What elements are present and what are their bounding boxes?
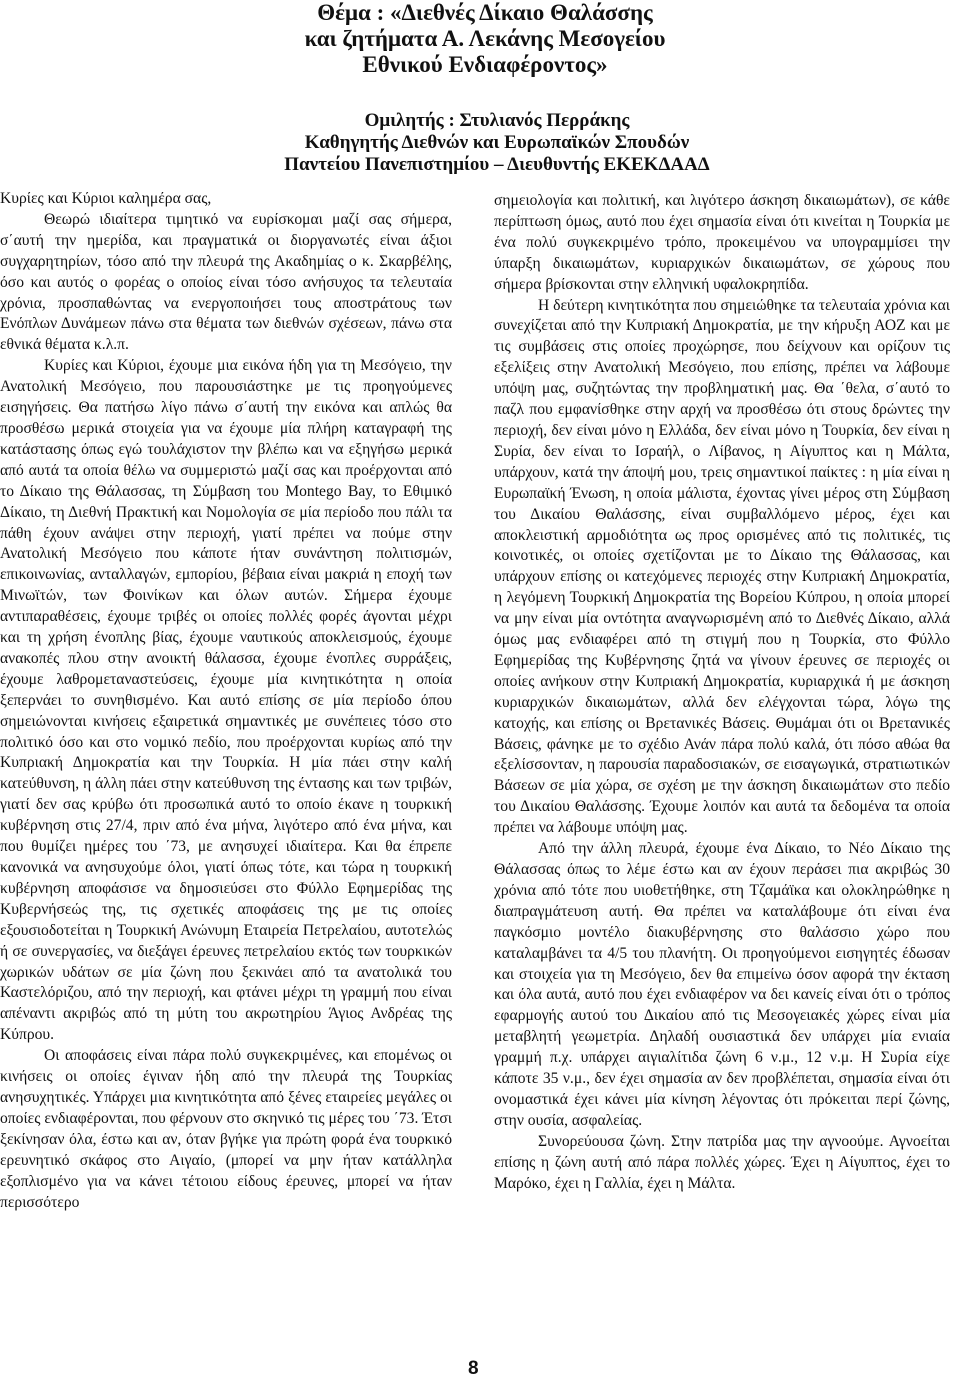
page-number: 8 (468, 1358, 479, 1379)
body-paragraph: Κυρίες και Κύριοι, έχουμε μια εικόνα ήδη για τη Μεσόγειο, την Ανατολική Μεσόγειο, που παρουσιάστηκε με τις προηγούμενες εισηγήσεις. Θα πατήσω λίγο πάνω σ΄αυτή την εικόνα και απλώς θα προσθέσω μερικά στοιχεία για να έχουμε μία πλήρη καταγραφή της κατάστασης όπως εγώ τουλάχιστον την βλέπω και να εξηγήσω μερικά από αυτά τα οποία θέλω να συμμεριστώ μαζί σας και προέρχονται από το Δίκαιο της Θάλασσας, τη Σύμβαση του Montego Bay, το Εθιμικό Δίκαιο, τη Διεθνή Πρακτική και Νομολογία σε μία περίοδο που πάλι τα πάθη έχουν ανάψει στην περιοχή, γιατί πρέπει να πούμε στην Ανατολική Μεσόγειο που κάποτε ήταν συνάντηση πολιτισμών, επικοινωνίας, ανταλλαγών, εμπορίου, βέβαια είναι μακριά η εποχή των Μινωϊτών, των Φοινίκων και όλων αυτών. Σήμερα έχουμε αντιπαραθέσεις, έχουμε τριβές οι οποίες πολλές φορές άγονται μέχρι και τη χρήση ένοπλης βίας, έχουμε ναυτικούς αποκλεισμούς, έχουμε ανακοπές πλου στην ανοικτή θάλασσα, έχουμε ένοπλες συρράξεις, έχουμε λαθρομεταναστεύσεις, έχουμε μία κινητικότητα η οποία ξεπερνάει το συνηθισμένο. Και αυτό επίσης σε μία περίοδο όπου σημειώνονται κινήσεις εξαιρετικά σημαντικές με συνέπειες τόσο στο πολιτικό όσο και στο νομικό πεδίο, που προέρχονται κυρίως από την Κυπριακή Δημοκρατία και την Τουρκία. Η μία πάει στην καλή κατεύθυνση, η άλλη πάει στην κατεύθυνση της έντασης και των τριβών, γιατί δεν σας κρύβω ότι προσωπικά αυτό το οποίο έκανε η τουρκική κυβέρνηση στις 27/4, πριν από ένα μήνα, λιγότερο από ένα μήνα, και που θυμίζει ημέρες του ΄73, με ανησυχεί ιδιαίτερα. Και θα έπρεπε κανονικά να ανησυχούμε όλοι, γιατί όπως τότε, και τώρα η τουρκική κυβέρνηση αποφάσισε να δημοσιεύσει στο Φύλλο Εφημερίδας της Κυβερνήσεώς της, τις σχετικές αποφάσεις της με τις οποίες εξουσιοδοτείται η Τουρκική Ανώνυμη Εταιρεία Πετρελαίου, αυτοτελώς ή σε συνεργασίες, να διεξάγει έρευνες πετρελαίου εκτός των τουρκικών χωρικών υδάτων σε μία ζώνη που ξεκινάει από τα ανατολικά του Καστελόριζου, από την περιοχή, και φτάνει μέχρι τη γραμμή που είναι απέναντι ακριβώς από τη μύτη του ακρωτηρίου Άγιος Ανδρέας της Κύπρου. (0, 357, 452, 1044)
article-title-line-2: και ζητήματα Α. Λεκάνης Μεσογείου (304, 26, 666, 51)
right-column (494, 191, 950, 1195)
article-title-line-1: Θέμα : «Διεθνές Δίκαιο Θαλάσσης (317, 0, 653, 25)
speaker-affiliation: Παντείου Πανεπιστημίου – Διευθυντής ΕΚΕΚΔΑΑΔ (284, 154, 710, 175)
speaker-name: Ομιλητής : Στυλιανός Περράκης (364, 110, 630, 131)
speaker-block (262, 110, 732, 176)
salutation-paragraph: Κυρίες και Κύριοι καλημέρα σας, (0, 190, 212, 207)
speaker-position: Καθηγητής Διεθνών και Ευρωπαϊκών Σπουδών (304, 132, 690, 153)
left-column (0, 189, 452, 1213)
body-paragraph: Οι αποφάσεις είναι πάρα πολύ συγκεκριμένες, και επομένως οι κινήσεις οι οποίες έγιναν ήδη από την πλευρά της Τουρκίας ανησυχητικές. Υπάρχει μια κινητικότητα από ξένες εταιρείες μεγάλες οι οποίες ενδιαφέρονται, που φέρνουν στο σκηνικό τις μέρες του ΄73. Έτσι ξεκίνησαν όλα, έστω και αν, όταν βγήκε για πρώτη φορά ένα τουρκικό ερευνητικό σκάφος στο Αιγαίο, (μπορεί να μην ήταν κατάλληλα εξοπλισμένο για να κάνει τέτοιου είδους έρευνες, μπορεί να ήταν περισσότερο (0, 1047, 452, 1211)
body-paragraph: σημειολογία και πολιτική, και λιγότερο άσκηση δικαιωμάτων), σε κάθε περίπτωση όμως, αυτό που έχει σημασία είναι ότι κινείται η Τουρκία με ένα πολύ συγκεκριμένο τρόπο, προκειμένου να υπογραμμίσει την ύπαρξη δικαιωμάτων, κυριαρχικών δικαιωμάτων, σε χώρους που σήμερα βρίσκονται στην ελληνική υφαλοκρηπίδα. (494, 192, 950, 293)
body-paragraph: Θεωρώ ιδιαίτερα τιμητικό να ευρίσκομαι μαζί σας σήμερα, σ΄αυτή την ημερίδα, και πραγματικά οι διοργανωτές είναι άξιοι συγχαρητηρίων, τόσο από την πλευρά της Ακαδημίας ο κ. Σκαρβέλης, όσο και αυτός ο φορέας ο οποίος είναι τόσο ανήσυχος τα τελευταία χρόνια, προσπαθώντας να ενεργοποιήσει τους αποστράτους των Ενόπλων Δυνάμεων πάνω στα θέματα των διεθνών σχέσεων, πάνω στα εθνικά θέματα κ.λ.π. (0, 210, 452, 354)
body-paragraph: Από την άλλη πλευρά, έχουμε ένα Δίκαιο, το Νέο Δίκαιο της Θάλασσας όπως το λέμε έστω και αν έχουν περάσει πια ακριβώς 30 χρόνια από τότε που υιοθετήθηκε, στη Τζαμάϊκα και ολοκληρώθηκε η διαπραγμάτευση αυτή. Θα πρέπει να καταλάβουμε ότι είναι ένα παγκόσμιο μοντέλο διακυβέρνησης στο θαλάσσιο χώρο που καταλαμβάνει τα 4/5 του πλανήτη. Οι προηγούμενοι εισηγητές έδωσαν και στοιχεία για τη Μεσόγειο, δεν θα επιμείνω όσον αφορά την έκταση και όλα αυτά, αυτό που έχει ενδιαφέρον να δει κανείς είναι ότι ο τρόπος εφαρμογής αυτού του Δικαίου από τις Μεσογειακές χώρες είναι μία μεταβλητή γεωμετρία. Δηλαδή ουσιαστικά δεν υπάρχει μία ενιαία γραμμή π.χ. υπάρχει αιγιαλίτιδα ζώνη 6 ν.μ., 12 ν.μ. Η Συρία είχε κάποτε 35 ν.μ., δεν έχει σημασία αν δεν προβλέπεται, σημασία είναι ότι ονομαστικά έχει κάνει μία κίνηση λέγοντας ότι πρόκειται περί ζώνης, στην ουσία, ασφαλείας. (494, 840, 950, 1129)
article-title (300, 0, 670, 78)
body-paragraph: Συνορεύουσα ζώνη. Στην πατρίδα μας την αγνοούμε. Αγνοείται επίσης η ζώνη αυτή από πάρα πολλές χώρες. Έχει η Αίγυπτος, έχει το Μαρόκο, έχει η Γαλλία, έχει η Μάλτα. (494, 1132, 950, 1192)
body-paragraph: Η δεύτερη κινητικότητα που σημειώθηκε τα τελευταία χρόνια και συνεχίζεται από την Κυπριακή Δημοκρατία, με την κήρυξη ΑΟΖ και με τις συμβάσεις στις οποίες προχώρησε, που δείχνουν και ορίζουν τις εξελίξεις στην Ανατολική Μεσόγειο, που επίσης, πρέπει να λάβουμε υπόψη μας, συζητώντας την προβληματική μας. Θα ΄θελα, σ΄αυτό το παζλ που εμφανίσθηκε στην αρχή να προσθέσω ότι στους δρώντες την περιοχή, δεν είναι μόνο η Ελλάδα, δεν είναι μόνο η Τουρκία, δεν είναι η Συρία, δεν είναι το Ισραήλ, ο Λίβανος, η Αίγυπτος και η Μάλτα, υπάρχουν, κατά την άποψή μου, τρεις σημαντικοί παίκτες : η μία είναι η Ευρωπαϊκή Ένωση, η οποία μάλιστα, έχοντας γίνει μέρος στη Σύμβαση του Δικαίου Θαλάσσης, είναι συμβαλλόμενο μέρος, έχει και αποκλειστική αρμοδιότητα ως προς ορισμένες από τις πολιτικές, τις κοινοτικές, οι οποίες σχετίζονται με το Δίκαιο της Θάλασσας, και υπάρχουν επίσης οι κατεχόμενες περιοχές στην Κυπριακή Δημοκρατία, η λεγόμενη Τουρκική Δημοκρατία της Βορείου Κύπρου, η οποία μπορεί να μην είναι μία οντότητα αναγνωρισμένη από το Διεθνές Δίκαιο, αλλά όμως μας ενδιαφέρει από τη στιγμή που η Τουρκία, στο Φύλλο Εφημερίδας της Κυβέρνησης ζητά να γίνουν έρευνες σε περιοχές οι οποίες ανήκουν στην Κυπριακή Δημοκρατία, κυριαρχικά ή με άσκηση κυριαρχικών δικαιωμάτων, αλλά δεν ελέγχονται τώρα, λόγω της κατοχής, και επίσης οι Βρετανικές Βάσεις. Θυμάμαι ότι οι Βρετανικές Βάσεις, φάνηκε με το σχέδιο Ανάν πάρα πολύ καλά, ότι πόσο αθώα θα εξελίσσονταν, η παρουσία παραδοσιακών, σε εισαγωγικά, στρατιωτικών Βάσεων σε μία χώρα, σε σχέση με την άσκηση δικαιωμάτων στο πεδίο του Δικαίου Θαλάσσης. Έχουμε λοιπόν και αυτά τα δεδομένα τα οποία πρέπει να λάβουμε υπόψη μας. (494, 296, 950, 837)
article-title-line-3: Εθνικού Ενδιαφέροντος» (362, 52, 608, 77)
